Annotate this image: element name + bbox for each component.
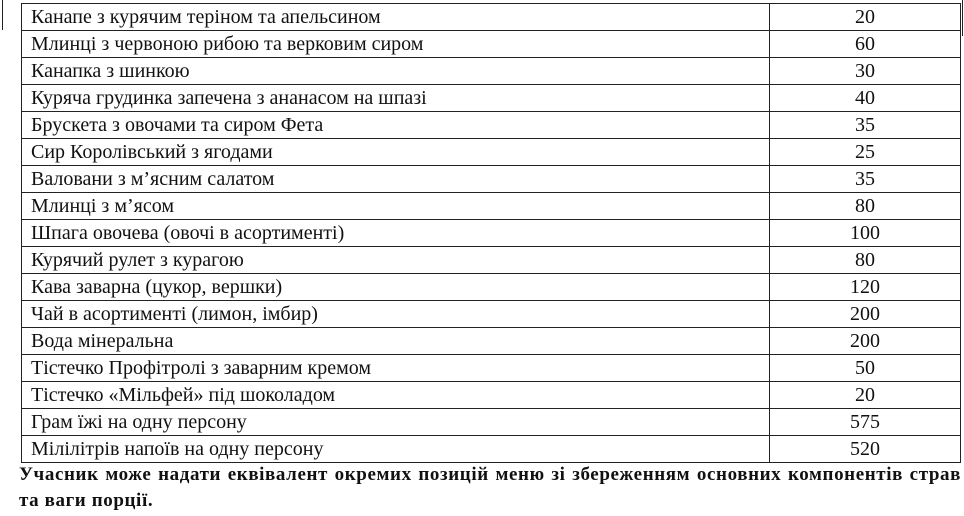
- page-right-rule: [962, 0, 963, 36]
- table-row: [22, 112, 961, 139]
- item-quantity: 20: [770, 382, 961, 409]
- item-name: Шпага овочева (овочі в асортименті): [22, 220, 770, 247]
- item-quantity: 30: [770, 58, 961, 85]
- item-name: Валовани з м’ясним салатом: [22, 166, 770, 193]
- table-row: [22, 409, 961, 436]
- item-quantity: 200: [770, 328, 961, 355]
- item-quantity: 50: [770, 355, 961, 382]
- item-quantity: 35: [770, 112, 961, 139]
- item-name: Млинці з м’ясом: [22, 193, 770, 220]
- item-name: Брускета з овочами та сиром Фета: [22, 112, 770, 139]
- item-quantity: 60: [770, 31, 961, 58]
- item-name: Млинці з червоною рибою та верковим сиром: [22, 31, 770, 58]
- item-name: Кава заварна (цукор, вершки): [22, 274, 770, 301]
- item-quantity: 35: [770, 166, 961, 193]
- item-name: Грам їжі на одну персону: [22, 409, 770, 436]
- item-name: Тістечко «Мільфей» під шоколадом: [22, 382, 770, 409]
- item-name: Куряча грудинка запечена з ананасом на шпазі: [22, 85, 770, 112]
- item-quantity: 40: [770, 85, 961, 112]
- item-name: Мілілітрів напоїв на одну персону: [22, 436, 770, 463]
- item-quantity: 25: [770, 139, 961, 166]
- table-row: [22, 139, 961, 166]
- table-row: [22, 247, 961, 274]
- page-left-rule: [2, 0, 3, 30]
- item-quantity: 120: [770, 274, 961, 301]
- item-name: Тістечко Профітролі з заварним кремом: [22, 355, 770, 382]
- menu-note: Учасник може надати еквівалент окремих позицій меню зі збереженням основних компонентів страв та ваги порції.: [19, 464, 961, 511]
- table-row: [22, 301, 961, 328]
- item-quantity: 80: [770, 193, 961, 220]
- table-row: [22, 31, 961, 58]
- table-row: [22, 4, 961, 31]
- item-name: Сир Королівський з ягодами: [22, 139, 770, 166]
- item-name: Вода мінеральна: [22, 328, 770, 355]
- item-name: Курячий рулет з курагою: [22, 247, 770, 274]
- menu-table: [21, 3, 961, 463]
- item-name: Канапка з шинкою: [22, 58, 770, 85]
- table-row: [22, 85, 961, 112]
- table-row: [22, 328, 961, 355]
- item-quantity: 520: [770, 436, 961, 463]
- table-row: [22, 193, 961, 220]
- table-row: [22, 58, 961, 85]
- item-quantity: 20: [770, 4, 961, 31]
- table-row: [22, 166, 961, 193]
- item-quantity: 100: [770, 220, 961, 247]
- item-quantity: 200: [770, 301, 961, 328]
- item-quantity: 575: [770, 409, 961, 436]
- item-quantity: 80: [770, 247, 961, 274]
- table-row: [22, 436, 961, 463]
- table-row: [22, 355, 961, 382]
- table-row: [22, 220, 961, 247]
- item-name: Канапе з курячим теріном та апельсином: [22, 4, 770, 31]
- table-row: [22, 382, 961, 409]
- table-row: [22, 274, 961, 301]
- item-name: Чай в асортименті (лимон, імбир): [22, 301, 770, 328]
